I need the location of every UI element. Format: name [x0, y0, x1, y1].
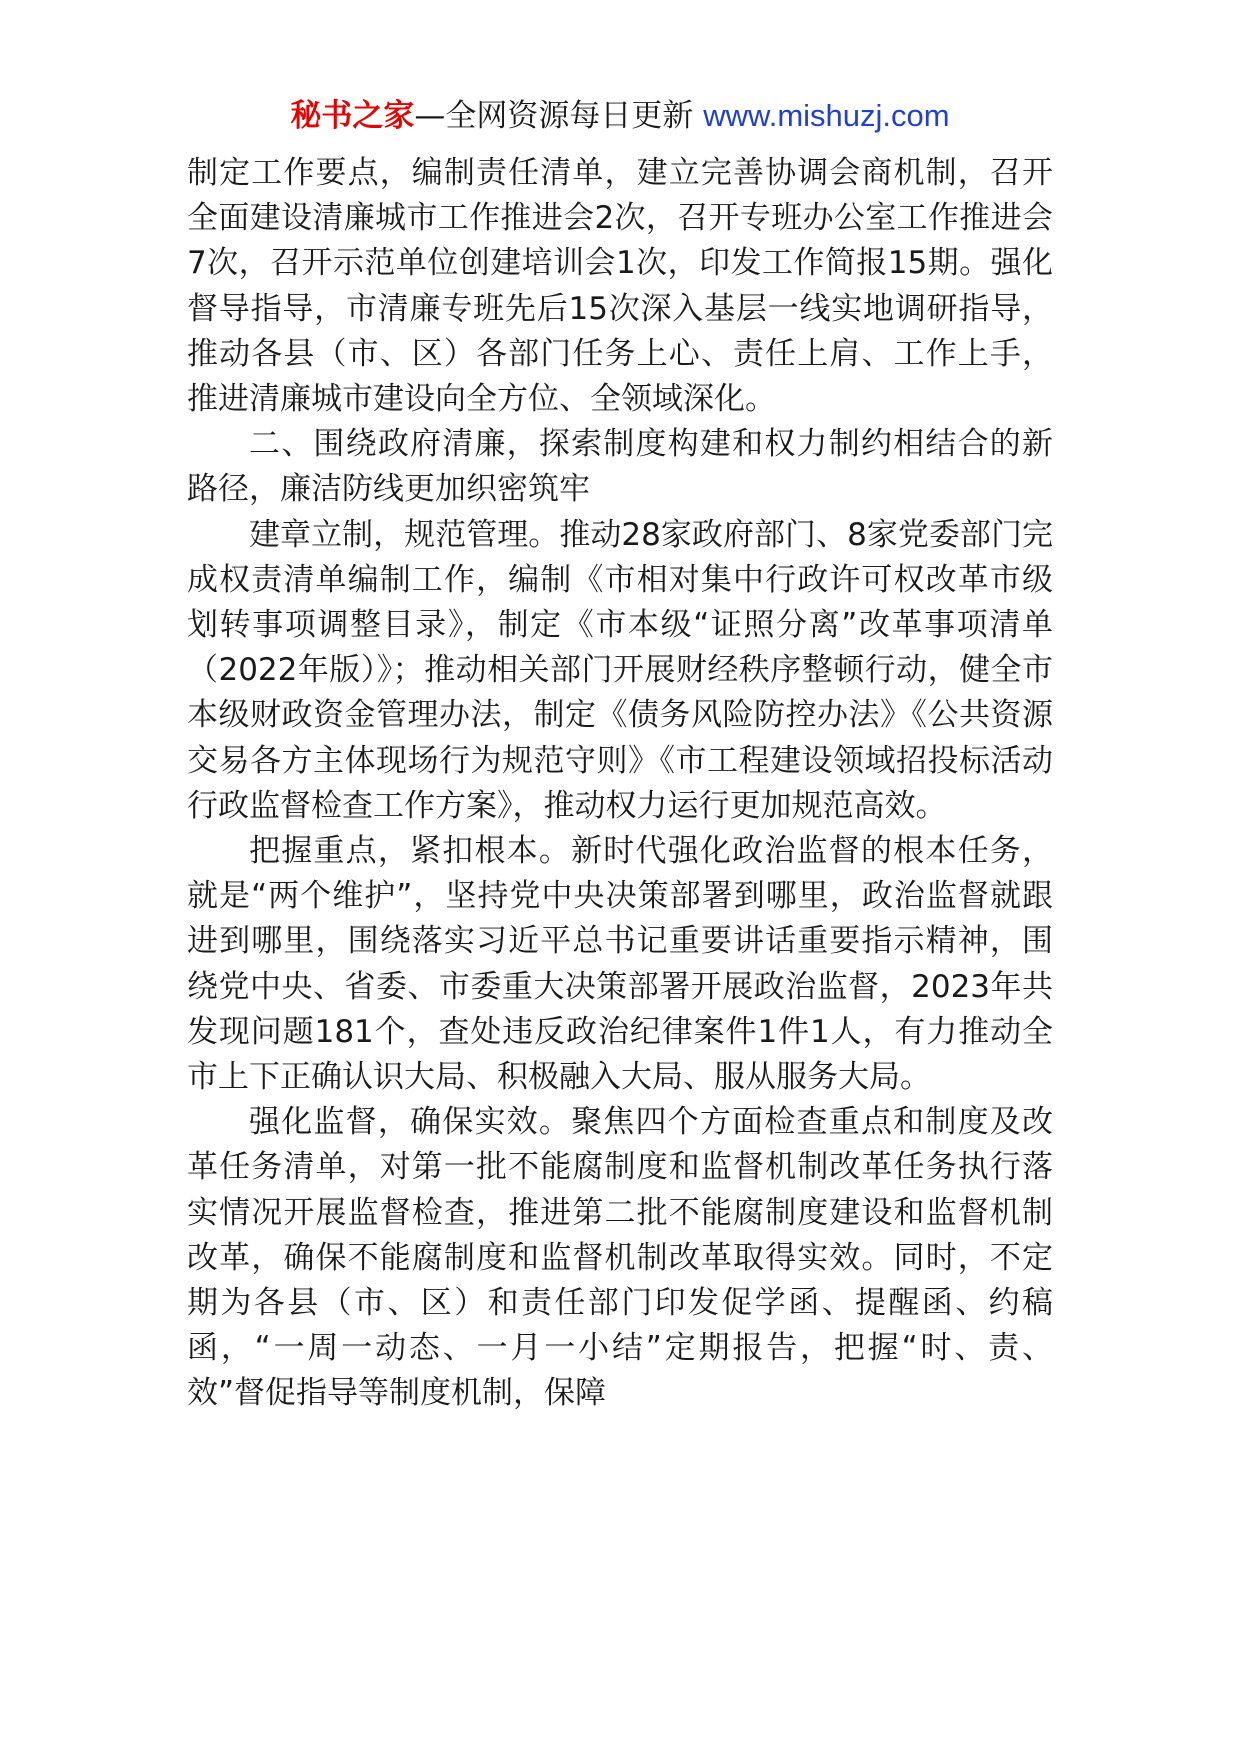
- header-url-link[interactable]: www.mishuzj.com: [703, 98, 950, 133]
- paragraph: 把握重点，紧扣根本。新时代强化政治监督的根本任务，就是“两个维护”，坚持党中央决策部署到哪里，政治监督就跟进到哪里，围绕落实习近平总书记重要讲话重要指示精神，围绕党中央、省委、市委重大决策部署开展政治监督，2023年共发现问题181个，查处违反政治纪律案件1件1人，有力推动全市上下正确认识大局、积极融入大局、服从服务大局。: [187, 833, 1053, 1096]
- paragraph: 强化监督，确保实效。聚焦四个方面检查重点和制度及改革任务清单，对第一批不能腐制度和监督机制改革任务执行落实情况开展监督检查，推进第二批不能腐制度建设和监督机制改革，确保不能腐制度和监督机制改革取得实效。同时，不定期为各县（市、区）和责任部门印发促学函、提醒函、约稿函，“一周一动态、一月一小结”定期报告，把握“时、责、效”督促指导等制度机制，保障: [187, 1104, 1053, 1412]
- header-tagline: —全网资源每日更新: [414, 98, 704, 134]
- paragraph-continuation: 制定工作要点，编制责任清单，建立完善协调会商机制，召开全面建设清廉城市工作推进会2次，召开专班办公室工作推进会7次，召开示范单位创建培训会1次，印发工作简报15期。强化督导指导，市清廉专班先后15次深入基层一线实地调研指导，推动各县（市、区）各部门任务上心、责任上肩、工作上手，推进清廉城市建设向全方位、全领域深化。: [187, 155, 1053, 418]
- page-header: [0, 96, 1240, 136]
- document-body: [187, 151, 1053, 1417]
- section-heading: 二、围绕政府清廉，探索制度构建和权力制约相结合的新路径，廉洁防线更加织密筑牢: [187, 426, 1053, 508]
- paragraph: 建章立制，规范管理。推动28家政府部门、8家党委部门完成权责清单编制工作，编制《市相对集中行政许可权改革市级划转事项调整目录》，制定《市本级“证照分离”改革事项清单（2022年版）》；推动相关部门开展财经秩序整顿行动，健全市本级财政资金管理办法，制定《债务风险防控办法》《公共资源交易各方主体现场行为规范守则》《市工程建设领域招投标活动行政监督检查工作方案》，推动权力运行更加规范高效。: [187, 516, 1053, 824]
- header-brand: 秘书之家: [290, 98, 415, 134]
